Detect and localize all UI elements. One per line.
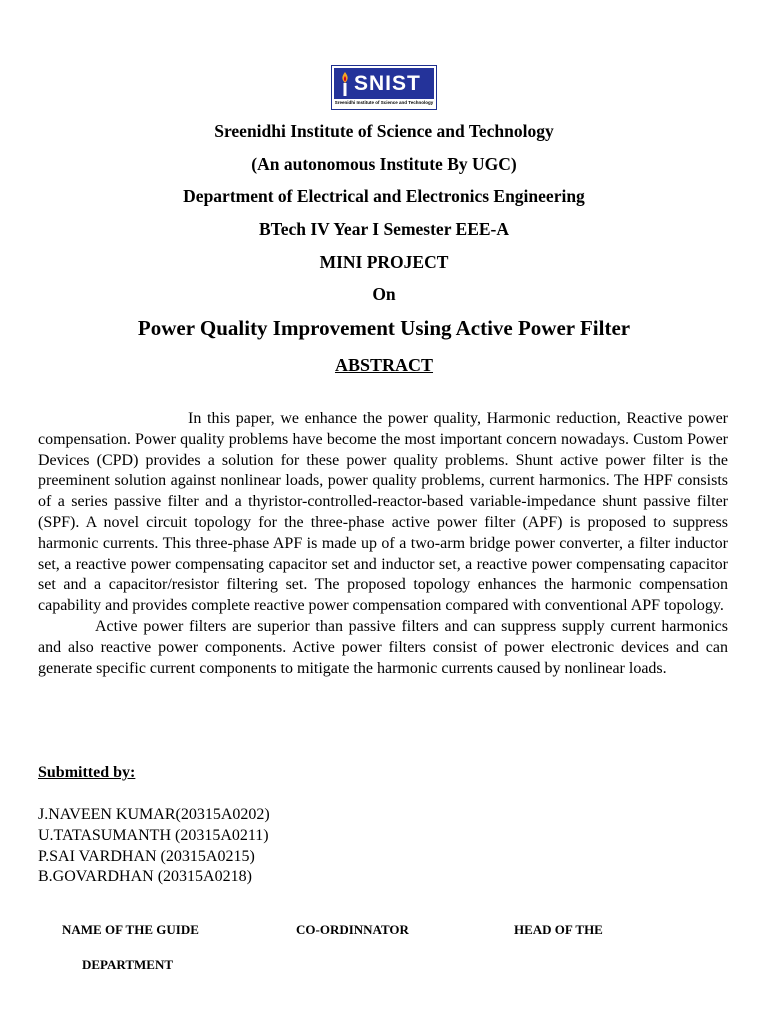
submitted-by-heading: Submitted by: [38, 764, 136, 781]
hod-signature-label-continued: DEPARTMENT [82, 957, 174, 972]
team-members-list [38, 805, 270, 888]
team-member: P.SAI VARDHAN (20315A0215) [38, 847, 255, 865]
department-name: Department of Electrical and Electronics Engineering [183, 186, 585, 206]
project-type: MINI PROJECT [319, 252, 449, 272]
torch-icon [340, 71, 350, 97]
coordinator-signature-label: CO-ORDINNATOR [296, 922, 409, 937]
institute-logo [331, 65, 437, 110]
institute-name: Sreenidhi Institute of Science and Technology [214, 121, 554, 141]
project-title: Power Quality Improvement Using Active Power Filter [137, 316, 631, 340]
autonomy-line: (An autonomous Institute By UGC) [251, 154, 517, 174]
semester-line: BTech IV Year I Semester EEE-A [258, 219, 510, 239]
logo-banner [334, 68, 434, 99]
team-member: B.GOVARDHAN (20315A0218) [38, 868, 252, 886]
abstract-heading: ABSTRACT [334, 355, 434, 375]
team-member: U.TATASUMANTH (20315A0211) [38, 826, 269, 844]
team-member: J.NAVEEN KUMAR(20315A0202) [38, 806, 270, 823]
logo-subtitle: Sreenidhi Institute of Science and Technology [334, 100, 434, 105]
abstract-body [38, 409, 728, 679]
abstract-paragraph-1: In this paper, we enhance the power quality, Harmonic reduction, Reactive power compensation. Power quality problems have become the most important concern nowadays. Custom Power Devices (CPD) provides a solution for these power quality problems. Shunt active power filter is the preeminent solution against nonlinear loads, power quality problems, current harmonics. The HPF consists of a series passive filter and a thyristor-controlled-reactor-based variable-impedance shunt passive filter (SPF). A novel circuit topology for the three-phase active power filter (APF) is proposed to suppress harmonic currents. This three-phase APF is made up of a two-arm bridge power converter, a filter inductor set, a reactive power compensating capacitor set and inductor set, a reactive power compensating capacitor set and a capacitor/resistor filtering set. The proposed topology enhances the harmonic compensation capability and provides complete reactive power compensation compared with conventional APF topology. [38, 410, 728, 615]
hod-signature-label: HEAD OF THE [514, 922, 603, 937]
logo-wordmark: SNIST [354, 72, 421, 95]
abstract-paragraph-2: Active power filters are superior than passive filters and can suppress supply current harmonics and also reactive power components. Active power filters consist of power electronic devices and can generate specific current components to mitigate the harmonic currents caused by nonlinear loads. [38, 617, 728, 677]
on-label: On [372, 284, 396, 304]
guide-signature-label: NAME OF THE GUIDE [62, 922, 199, 937]
